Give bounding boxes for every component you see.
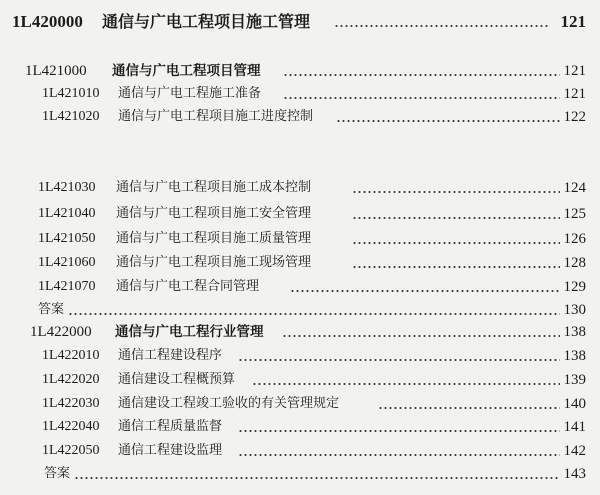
toc-entry-row bbox=[0, 346, 600, 366]
toc-entry-row bbox=[0, 394, 600, 414]
toc-entry-row bbox=[0, 107, 600, 127]
entry-page: 122 bbox=[563, 109, 586, 125]
leader-dots bbox=[238, 441, 560, 461]
entry-page: 138 bbox=[563, 348, 586, 364]
toc-section-row bbox=[0, 322, 600, 342]
toc-entry-row bbox=[0, 441, 600, 461]
entry-title: 通信工程质量监督 bbox=[118, 419, 223, 434]
entry-code: 1L422040 bbox=[42, 419, 100, 434]
entry-page: 142 bbox=[563, 443, 586, 459]
entry-code: 1L421070 bbox=[38, 279, 96, 294]
entry-title: 通信与广电工程项目施工成本控制 bbox=[116, 180, 312, 195]
entry-title: 通信与广电工程项目施工安全管理 bbox=[116, 206, 312, 221]
answer-label: 答案 bbox=[38, 302, 65, 317]
entry-page: 121 bbox=[563, 63, 586, 79]
leader-dots bbox=[252, 370, 560, 390]
toc-entry-row bbox=[0, 178, 600, 198]
toc-entry-row bbox=[0, 84, 600, 104]
chapter-page: 121 bbox=[560, 12, 586, 31]
leader-dots bbox=[68, 300, 560, 320]
toc-answer-row bbox=[0, 300, 600, 320]
entry-title: 通信建设工程竣工验收的有关管理规定 bbox=[118, 396, 340, 411]
entry-title: 通信工程建设程序 bbox=[118, 348, 223, 363]
leader-dots bbox=[378, 394, 560, 414]
entry-code: 1L422030 bbox=[42, 396, 100, 411]
entry-code: 1L421020 bbox=[42, 109, 100, 124]
entry-title: 通信与广电工程施工准备 bbox=[118, 86, 262, 101]
leader-dots bbox=[352, 253, 560, 273]
toc-section-row bbox=[0, 61, 600, 81]
entry-title: 通信与广电工程项目施工进度控制 bbox=[118, 109, 314, 124]
toc-entry-row bbox=[0, 229, 600, 249]
entry-page: 125 bbox=[563, 206, 586, 222]
entry-page: 126 bbox=[563, 231, 586, 247]
toc-answer-row bbox=[0, 464, 600, 484]
entry-code: 1L422050 bbox=[42, 443, 100, 458]
answer-label: 答案 bbox=[44, 466, 71, 481]
entry-title: 通信与广电工程行业管理 bbox=[115, 324, 264, 340]
entry-code: 1L422000 bbox=[30, 324, 92, 340]
entry-code: 1L422010 bbox=[42, 348, 100, 363]
leader-dots bbox=[238, 346, 560, 366]
entry-title: 通信与广电工程项目施工质量管理 bbox=[116, 231, 312, 246]
entry-title: 通信工程建设监理 bbox=[118, 443, 223, 458]
leader-dots bbox=[283, 61, 560, 81]
entry-page: 143 bbox=[563, 466, 586, 482]
leader-dots bbox=[283, 84, 560, 104]
entry-code: 1L422020 bbox=[42, 372, 100, 387]
leader-dots bbox=[352, 204, 560, 224]
toc-entry-row bbox=[0, 204, 600, 224]
toc-entry-row bbox=[0, 277, 600, 297]
leader-dots bbox=[336, 107, 560, 127]
entry-page: 121 bbox=[563, 86, 586, 102]
entry-page: 139 bbox=[563, 372, 586, 388]
leader-dots bbox=[352, 178, 560, 198]
toc-entry-row bbox=[0, 417, 600, 437]
entry-code: 1L421000 bbox=[25, 63, 87, 79]
entry-title: 通信与广电工程项目管理 bbox=[112, 63, 261, 79]
entry-page: 138 bbox=[563, 324, 586, 340]
toc-entry-row bbox=[0, 253, 600, 273]
entry-code: 1L421010 bbox=[42, 86, 100, 101]
entry-code: 1L421040 bbox=[38, 206, 96, 221]
entry-page: 128 bbox=[563, 255, 586, 271]
leader-dots bbox=[74, 464, 560, 484]
entry-page: 140 bbox=[563, 396, 586, 412]
entry-code: 1L421030 bbox=[38, 180, 96, 195]
entry-title: 通信与广电工程合同管理 bbox=[116, 279, 260, 294]
entry-title: 通信与广电工程项目施工现场管理 bbox=[116, 255, 312, 270]
leader-dots bbox=[352, 229, 560, 249]
toc-chapter-row bbox=[0, 12, 600, 32]
entry-page: 141 bbox=[563, 419, 586, 435]
entry-page: 129 bbox=[563, 279, 586, 295]
chapter-title: 通信与广电工程项目施工管理 bbox=[102, 12, 311, 31]
entry-code: 1L421060 bbox=[38, 255, 96, 270]
chapter-code: 1L420000 bbox=[12, 12, 83, 31]
leader-dots bbox=[334, 12, 550, 32]
leader-dots bbox=[238, 417, 560, 437]
leader-dots bbox=[282, 322, 560, 342]
entry-page: 130 bbox=[563, 302, 586, 318]
entry-title: 通信建设工程概预算 bbox=[118, 372, 236, 387]
leader-dots bbox=[290, 277, 560, 297]
toc-entry-row bbox=[0, 370, 600, 390]
entry-page: 124 bbox=[563, 180, 586, 196]
entry-code: 1L421050 bbox=[38, 231, 96, 246]
